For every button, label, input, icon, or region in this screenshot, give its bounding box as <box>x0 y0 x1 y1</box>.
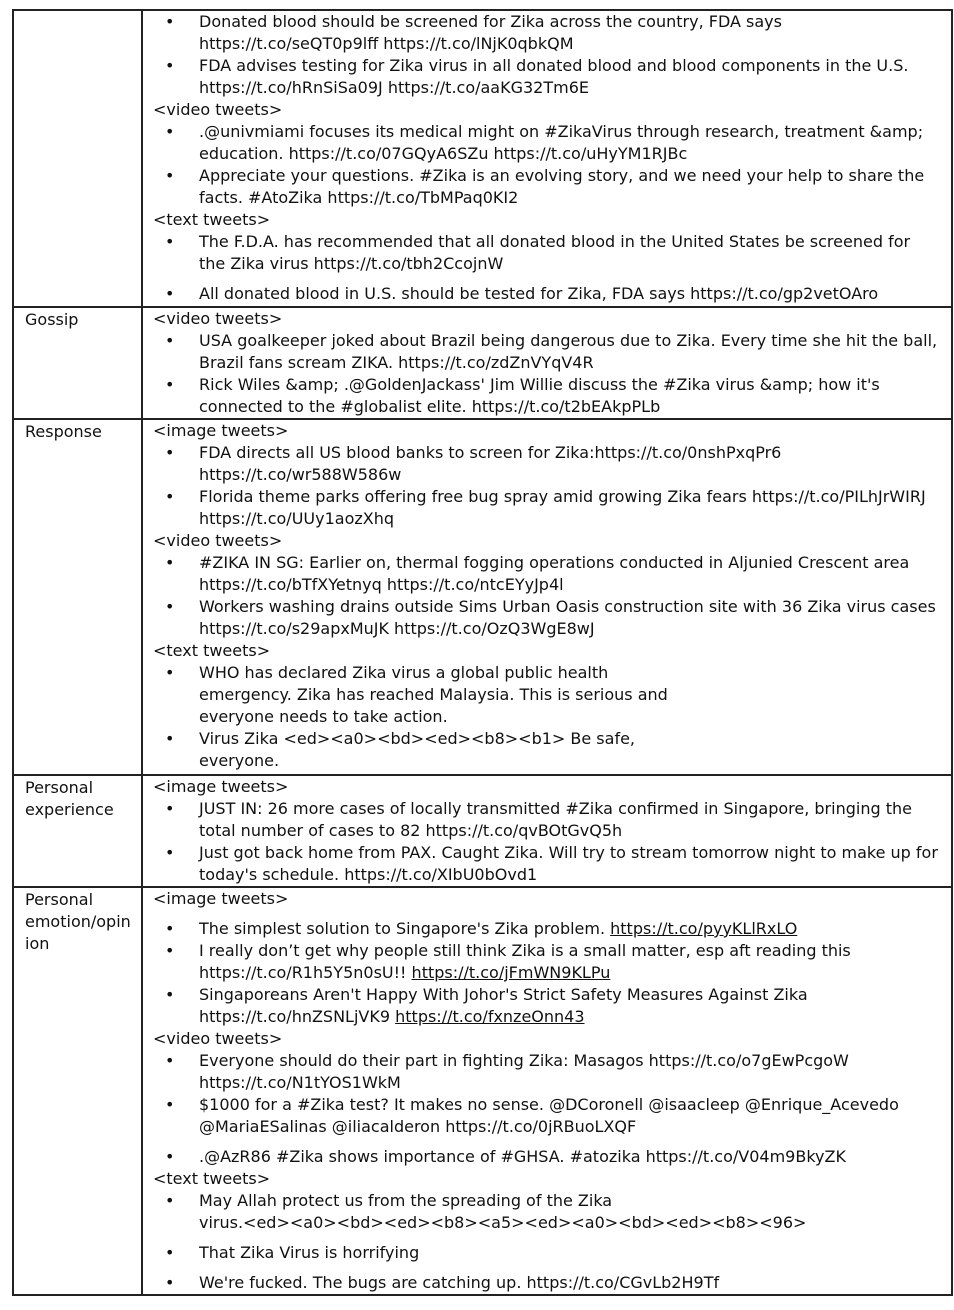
tweet-line: .@AzR86 #Zika shows importance of #GHSA. #atozika https://t.co/V04m9BkyZK <box>199 1147 846 1166</box>
category-cell <box>13 775 142 887</box>
bullet-icon: • <box>165 1191 175 1210</box>
tweet-line: https://t.co/wr588W586w <box>199 465 402 484</box>
bullet-icon: • <box>165 843 175 862</box>
tweet-list-item <box>143 121 951 165</box>
bullet-icon: • <box>165 1051 175 1070</box>
bullet-icon: • <box>165 919 175 938</box>
table-row <box>13 419 952 775</box>
tweet-list-item <box>143 1190 951 1234</box>
category-label: Gossip <box>25 310 79 329</box>
tweet-line: That Zika Virus is horrifying <box>199 1243 420 1262</box>
tweet-line: All donated blood in U.S. should be tested for Zika, FDA says https://t.co/gp2vetOAro <box>199 284 879 303</box>
tweet-link[interactable]: https://t.co/pyyKLlRxLO <box>610 919 798 938</box>
tweet-line: Donated blood should be screened for Zika across the country, FDA says <box>199 12 782 31</box>
tweet-line: the Zika virus https://t.co/tbh2CcojnW <box>199 254 504 273</box>
bullet-icon: • <box>165 597 175 616</box>
tweet-list-item <box>143 662 951 728</box>
tweet-type-heading: <video tweets> <box>153 309 283 328</box>
tweet-line: #ZIKA IN SG: Earlier on, thermal fogging operations conducted in Aljunied Crescent area <box>199 553 910 572</box>
tweet-line: https://t.co/hRnSiSa09J https://t.co/aaKG32Tm6E <box>199 78 590 97</box>
tweets-cell <box>142 307 952 419</box>
bullet-icon: • <box>165 331 175 350</box>
tweet-line: https://t.co/N1tYOS1WkM <box>199 1073 401 1092</box>
tweet-line: FDA directs all US blood banks to screen for Zika:https://t.co/0nshPxqPr6 <box>199 443 782 462</box>
tweet-list-item <box>143 283 951 305</box>
tweet-list-item <box>143 231 951 275</box>
tweet-list-item <box>143 798 951 842</box>
bullet-icon: • <box>165 375 175 394</box>
tweet-list-item <box>143 11 951 55</box>
tweet-list-item <box>143 940 951 984</box>
bullet-icon: • <box>165 799 175 818</box>
tweet-list-item <box>143 165 951 209</box>
tweet-line: $1000 for a #Zika test? It makes no sense. @DCoronell @isaacleep @Enrique_Acevedo <box>199 1095 899 1114</box>
category-cell <box>13 419 142 775</box>
bullet-icon: • <box>165 122 175 141</box>
tweet-line: Everyone should do their part in fighting Zika: Masagos https://t.co/o7gEwPcgoW <box>199 1051 849 1070</box>
tweet-list-item <box>143 728 951 772</box>
tweet-list-item <box>143 55 951 99</box>
tweet-line: The F.D.A. has recommended that all donated blood in the United States be screened for <box>199 232 911 251</box>
tweet-line: everyone. <box>199 751 280 770</box>
category-cell <box>13 887 142 1295</box>
tweet-list-item <box>143 330 951 374</box>
tweet-line: virus.<ed><a0><bd><ed><b8><a5><ed><a0><bd><ed><b8><96> <box>199 1213 807 1232</box>
bullet-icon: • <box>165 729 175 748</box>
tweet-line: facts. #AtoZika https://t.co/TbMPaq0KI2 <box>199 188 519 207</box>
bullet-icon: • <box>165 663 175 682</box>
bullet-icon: • <box>165 166 175 185</box>
tweet-list-item <box>143 984 951 1028</box>
tweets-cell <box>142 887 952 1295</box>
tweets-cell <box>142 419 952 775</box>
tweet-list-item <box>143 918 951 940</box>
tweet-type-heading: <text tweets> <box>153 641 271 660</box>
tweet-type-heading: <image tweets> <box>153 777 289 796</box>
bullet-icon: • <box>165 487 175 506</box>
bullet-icon: • <box>165 1147 175 1166</box>
tweet-line: Appreciate your questions. #Zika is an evolving story, and we need your help to share the <box>199 166 925 185</box>
bullet-icon: • <box>165 941 175 960</box>
tweet-line: https://t.co/seQT0p9lff https://t.co/lNjK0qbkQM <box>199 34 574 53</box>
tweet-line <box>199 1006 941 1028</box>
tweet-line: JUST IN: 26 more cases of locally transmitted #Zika confirmed in Singapore, bringing the <box>199 799 912 818</box>
tweet-type-heading: <image tweets> <box>153 421 289 440</box>
table-row <box>13 775 952 887</box>
tweet-line: everyone needs to take action. <box>199 707 448 726</box>
tweet-type-heading: <text tweets> <box>153 1169 271 1188</box>
tweet-line: WHO has declared Zika virus a global public health <box>199 663 609 682</box>
tweet-line: Florida theme parks offering free bug spray amid growing Zika fears https://t.co/PILhJrWIRJ <box>199 487 926 506</box>
tweet-link[interactable]: https://t.co/fxnzeOnn43 <box>395 1007 585 1026</box>
tweet-line: today's schedule. https://t.co/XIbU0bOvd1 <box>199 865 538 884</box>
tweet-line: I really don’t get why people still think Zika is a small matter, esp aft reading this <box>199 941 851 960</box>
tweet-text: The simplest solution to Singapore's Zika problem. <box>199 919 611 938</box>
category-label: Personal emotion/opin ion <box>25 890 131 953</box>
tweet-line: FDA advises testing for Zika virus in all donated blood and blood components in the U.S. <box>199 56 909 75</box>
bullet-icon: • <box>165 1243 175 1262</box>
tweet-list-item <box>143 442 951 486</box>
tweet-category-table <box>12 9 953 1296</box>
tweet-list-item <box>143 1242 951 1264</box>
tweet-line: Virus Zika <ed><a0><bd><ed><b8><b1> Be safe, <box>199 729 635 748</box>
tweet-line <box>199 962 941 984</box>
tweet-line: USA goalkeeper joked about Brazil being dangerous due to Zika. Every time she hit the ball, <box>199 331 938 350</box>
bullet-icon: • <box>165 1095 175 1114</box>
category-cell <box>13 307 142 419</box>
category-label <box>14 11 141 12</box>
tweet-line: @MariaESalinas @iliacalderon https://t.co/0jRBuoLXQF <box>199 1117 637 1136</box>
tweet-type-heading: <text tweets> <box>153 210 271 229</box>
bullet-icon: • <box>165 56 175 75</box>
tweet-line: emergency. Zika has reached Malaysia. This is serious and <box>199 685 668 704</box>
tweet-list-item <box>143 842 951 886</box>
tweet-list-item <box>143 1272 951 1294</box>
tweet-list-item <box>143 1050 951 1094</box>
bullet-icon: • <box>165 12 175 31</box>
tweet-list-item <box>143 486 951 530</box>
tweets-cell <box>142 10 952 307</box>
tweet-text: https://t.co/hnZSNLjVK9 <box>199 1007 396 1026</box>
tweet-list-item <box>143 596 951 640</box>
tweet-line: Singaporeans Aren't Happy With Johor's Strict Safety Measures Against Zika <box>199 985 808 1004</box>
tweet-line: connected to the #globalist elite. https://t.co/t2bEAkpPLb <box>199 397 661 416</box>
tweet-line: We're fucked. The bugs are catching up. https://t.co/CGvLb2H9Tf <box>199 1273 720 1292</box>
tweet-line: Workers washing drains outside Sims Urban Oasis construction site with 36 Zika virus cases <box>199 597 936 616</box>
tweet-line: .@univmiami focuses its medical might on #ZikaVirus through research, treatment &amp; <box>199 122 924 141</box>
table-row <box>13 307 952 419</box>
tweets-cell <box>142 775 952 887</box>
tweet-line: https://t.co/UUy1aozXhq <box>199 509 395 528</box>
table-row <box>13 10 952 307</box>
bullet-icon: • <box>165 1273 175 1292</box>
tweet-type-heading: <video tweets> <box>153 531 283 550</box>
bullet-icon: • <box>165 985 175 1004</box>
tweet-list-item <box>143 552 951 596</box>
tweet-text: https://t.co/R1h5Y5n0sU!! <box>199 963 412 982</box>
tweet-type-heading: <video tweets> <box>153 100 283 119</box>
category-label: Response <box>25 422 102 441</box>
table-row <box>13 887 952 1295</box>
bullet-icon: • <box>165 284 175 303</box>
tweet-line <box>199 918 941 940</box>
tweet-type-heading: <image tweets> <box>153 889 289 908</box>
tweet-line: total number of cases to 82 https://t.co/qvBOtGvQ5h <box>199 821 623 840</box>
table-body <box>13 10 952 1295</box>
tweet-line: Just got back home from PAX. Caught Zika. Will try to stream tomorrow night to make up for <box>199 843 938 862</box>
tweet-line: Rick Wiles &amp; .@GoldenJackass' Jim Willie discuss the #Zika virus &amp; how it's <box>199 375 880 394</box>
tweet-line: education. https://t.co/07GQyA6SZu https://t.co/uHyYM1RJBc <box>199 144 688 163</box>
tweet-list-item <box>143 1146 951 1168</box>
bullet-icon: • <box>165 553 175 572</box>
bullet-icon: • <box>165 232 175 251</box>
tweet-line: https://t.co/s29apxMuJK https://t.co/OzQ3WgE8wJ <box>199 619 595 638</box>
category-label: Personal experience <box>25 778 114 819</box>
tweet-line: Brazil fans scream ZIKA. https://t.co/zdZnVYqV4R <box>199 353 594 372</box>
tweet-line: https://t.co/bTfXYetnyq https://t.co/ntcEYyJp4l <box>199 575 564 594</box>
tweet-type-heading: <video tweets> <box>153 1029 283 1048</box>
bullet-icon: • <box>165 443 175 462</box>
tweet-list-item <box>143 1094 951 1138</box>
tweet-link[interactable]: https://t.co/jFmWN9KLPu <box>411 963 611 982</box>
category-cell <box>13 10 142 307</box>
tweet-line: May Allah protect us from the spreading of the Zika <box>199 1191 613 1210</box>
tweet-list-item <box>143 374 951 418</box>
